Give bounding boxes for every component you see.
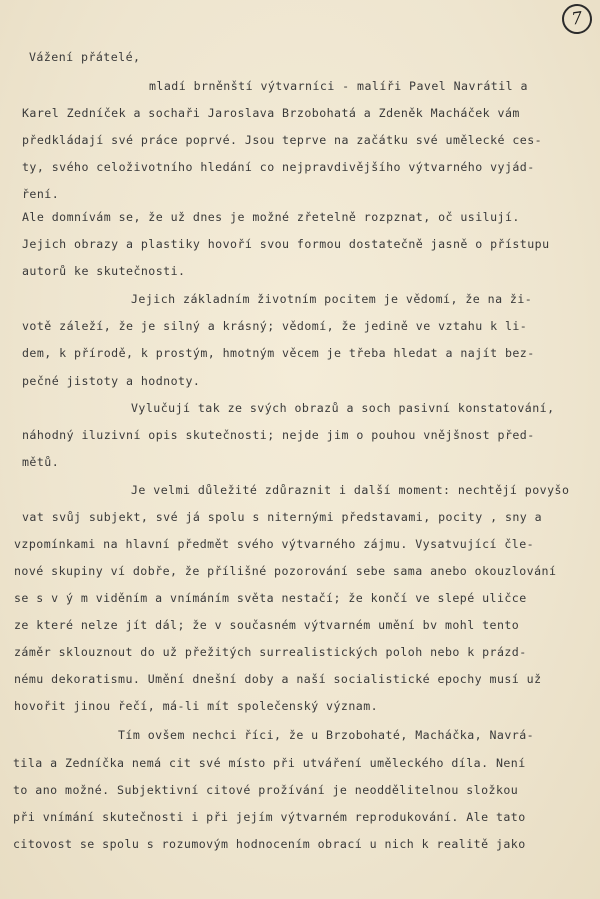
text-line: při vnímání skutečnosti i při jejím výtvarném reprodukování. Ale tato	[13, 810, 526, 824]
text-line: vat svůj subjekt, své já spolu s niternými představami, pocity , sny a	[22, 510, 543, 524]
text-line: Vážení přátelé,	[29, 50, 141, 64]
text-line: záměr sklouznout do už přežitých surrealistických poloh nebo k prázd-	[14, 645, 527, 659]
text-line: tila a Zedníčka nemá cit své místo při utváření uměleckého díla. Není	[13, 756, 526, 770]
text-line: nové skupiny ví dobře, že přílišné pozorování sebe sama anebo okouzlování	[14, 564, 557, 578]
text-line: ření.	[22, 187, 60, 201]
text-line: hovořit jinou řečí, má-li mít společenský význam.	[14, 699, 379, 713]
text-line: ze které nelze jít dál; že v současném výtvarném umění bv mohl tento	[14, 618, 520, 632]
text-line: Karel Zedníček a sochaři Jaroslava Brzobohatá a Zdeněk Macháček vám	[22, 106, 520, 120]
text-line: mladí brněnští výtvarníci - malíři Pavel Navrátil a	[149, 79, 528, 93]
text-line: mětů.	[22, 455, 60, 469]
text-line: se s v ý m viděním a vnímáním světa nestačí; že končí ve slepé uličce	[14, 591, 527, 605]
page-number: 7	[560, 2, 594, 36]
text-line: pečné jistoty a hodnoty.	[22, 374, 201, 388]
text-line: Jejich základním životním pocitem je vědomí, že na ži-	[131, 292, 533, 306]
text-line: autorů ke skutečnosti.	[22, 264, 186, 278]
text-line: votě záleží, že je silný a krásný; vědomí, že jedině ve vztahu k li-	[22, 319, 528, 333]
text-line: předkládají své práce poprvé. Jsou teprve na začátku své umělecké ces-	[22, 133, 543, 147]
text-line: Vylučují tak ze svých obrazů a soch pasivní konstatování,	[131, 401, 555, 415]
text-line: Je velmi důležité zdůraznit i další moment: nechtějí povyšo	[131, 483, 570, 497]
text-line: nému dekoratismu. Umění dnešní doby a naší socialistické epochy musí už	[14, 672, 542, 686]
text-line: citovost se spolu s rozumovým hodnocením obrací u nich k realitě jako	[13, 837, 526, 851]
text-line: Tím ovšem nechci říci, že u Brzobohaté, Macháčka, Navrá-	[118, 728, 535, 742]
text-line: náhodný iluzivní opis skutečnosti; nejde jim o pouhou vnějšnost před-	[22, 428, 535, 442]
text-line: dem, k přírodě, k prostým, hmotným věcem je třeba hledat a najít bez-	[22, 346, 535, 360]
text-line: ty, svého celoživotního hledání co nejpravdivějšího výtvarného vyjád-	[22, 160, 535, 174]
text-line: to ano možné. Subjektivní citové prožívání je neoddělitelnou složkou	[13, 783, 519, 797]
text-line: Ale domnívám se, že už dnes je možné zřetelně rozpznat, oč usilují.	[22, 210, 520, 224]
text-line: Jejich obrazy a plastiky hovoří svou formou dostatečně jasně o přístupu	[22, 237, 550, 251]
text-line: vzpomínkami na hlavní předmět svého výtvarného zájmu. Vysatvující čle-	[14, 537, 535, 551]
